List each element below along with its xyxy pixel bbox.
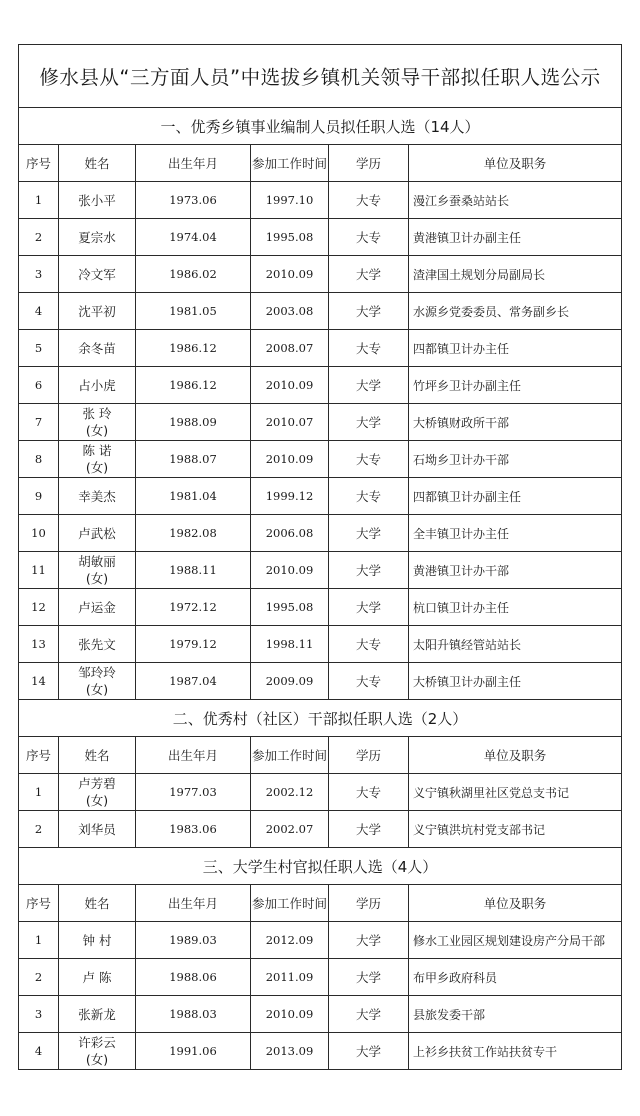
person-name: 卢运金 xyxy=(78,599,116,615)
cell-unit-position: 修水工业园区规划建设房产分局干部 xyxy=(409,922,622,959)
person-name: 陈 诺 xyxy=(82,443,112,458)
gender-note: (女) xyxy=(85,571,109,586)
cell-name xyxy=(59,663,136,700)
cell-name xyxy=(59,1033,136,1070)
cell-name xyxy=(59,293,136,330)
cell-birth: 1974.04 xyxy=(136,219,251,256)
cell-name xyxy=(59,404,136,441)
cell-unit-position: 全丰镇卫计办主任 xyxy=(409,515,622,552)
table-row xyxy=(19,219,622,256)
cell-seq: 1 xyxy=(19,182,59,219)
cell-seq: 12 xyxy=(19,589,59,626)
column-header-education: 学历 xyxy=(329,737,409,774)
cell-unit-position: 大桥镇财政所干部 xyxy=(409,404,622,441)
cell-education: 大学 xyxy=(329,293,409,330)
cell-seq: 4 xyxy=(19,1033,59,1070)
cell-work-start: 2012.09 xyxy=(251,922,329,959)
column-header-work-start: 参加工作时间 xyxy=(251,885,329,922)
person-name: 卢芳碧 xyxy=(78,776,116,791)
table-row xyxy=(19,367,622,404)
cell-unit-position: 黄港镇卫计办干部 xyxy=(409,552,622,589)
cell-name xyxy=(59,922,136,959)
cell-work-start: 1997.10 xyxy=(251,182,329,219)
column-header-unit-position: 单位及职务 xyxy=(409,737,622,774)
cell-work-start: 1995.08 xyxy=(251,589,329,626)
person-name: 余冬苗 xyxy=(78,340,116,356)
cell-work-start: 1999.12 xyxy=(251,478,329,515)
cell-unit-position: 漫江乡蚕桑站站长 xyxy=(409,182,622,219)
column-header-work-start: 参加工作时间 xyxy=(251,145,329,182)
cell-seq: 11 xyxy=(19,552,59,589)
cell-unit-position: 太阳升镇经管站站长 xyxy=(409,626,622,663)
cell-unit-position: 杭口镇卫计办主任 xyxy=(409,589,622,626)
person-name: 张先文 xyxy=(78,636,116,652)
cell-work-start: 1998.11 xyxy=(251,626,329,663)
cell-seq: 2 xyxy=(19,219,59,256)
cell-seq: 4 xyxy=(19,293,59,330)
gender-note: (女) xyxy=(85,460,109,475)
column-header-unit-position: 单位及职务 xyxy=(409,885,622,922)
cell-unit-position: 义宁镇秋湖里社区党总支书记 xyxy=(409,774,622,811)
cell-education: 大专 xyxy=(329,663,409,700)
cell-education: 大专 xyxy=(329,626,409,663)
gender-note: (女) xyxy=(85,793,109,808)
cell-unit-position: 四都镇卫计办主任 xyxy=(409,330,622,367)
table-row xyxy=(19,626,622,663)
table-row xyxy=(19,774,622,811)
gender-note: (女) xyxy=(85,423,109,438)
cell-work-start: 2003.08 xyxy=(251,293,329,330)
cell-name xyxy=(59,219,136,256)
cell-education: 大学 xyxy=(329,1033,409,1070)
cell-education: 大学 xyxy=(329,922,409,959)
cell-name xyxy=(59,478,136,515)
table-row xyxy=(19,256,622,293)
cell-education: 大学 xyxy=(329,552,409,589)
cell-education: 大学 xyxy=(329,959,409,996)
column-header-unit-position: 单位及职务 xyxy=(409,145,622,182)
person-name: 夏宗水 xyxy=(78,229,116,245)
cell-name xyxy=(59,330,136,367)
cell-unit-position: 四都镇卫计办副主任 xyxy=(409,478,622,515)
cell-seq: 2 xyxy=(19,811,59,848)
cell-education: 大专 xyxy=(329,441,409,478)
table-row xyxy=(19,182,622,219)
cell-seq: 1 xyxy=(19,774,59,811)
column-header-name: 姓名 xyxy=(59,145,136,182)
cell-birth: 1988.03 xyxy=(136,996,251,1033)
person-name: 沈平初 xyxy=(78,303,116,319)
cell-birth: 1988.07 xyxy=(136,441,251,478)
column-header-seq: 序号 xyxy=(19,145,59,182)
cell-education: 大学 xyxy=(329,996,409,1033)
column-header-row xyxy=(19,885,622,922)
cell-work-start: 2010.09 xyxy=(251,441,329,478)
cell-work-start: 2006.08 xyxy=(251,515,329,552)
cell-work-start: 2010.09 xyxy=(251,552,329,589)
column-header-seq: 序号 xyxy=(19,737,59,774)
table-row xyxy=(19,441,622,478)
table-row xyxy=(19,1033,622,1070)
cell-name xyxy=(59,774,136,811)
column-header-seq: 序号 xyxy=(19,885,59,922)
cell-unit-position: 布甲乡政府科员 xyxy=(409,959,622,996)
cell-education: 大专 xyxy=(329,478,409,515)
section-header-row xyxy=(19,848,622,885)
cell-seq: 14 xyxy=(19,663,59,700)
table-row xyxy=(19,515,622,552)
column-header-education: 学历 xyxy=(329,145,409,182)
cell-education: 大学 xyxy=(329,515,409,552)
cell-birth: 1988.06 xyxy=(136,959,251,996)
cell-work-start: 2002.12 xyxy=(251,774,329,811)
cell-education: 大学 xyxy=(329,811,409,848)
table-row xyxy=(19,330,622,367)
cell-unit-position: 渣津国土规划分局副局长 xyxy=(409,256,622,293)
person-name: 邹玲玲 xyxy=(78,665,116,680)
person-name: 卢武松 xyxy=(78,525,116,541)
cell-name xyxy=(59,552,136,589)
cell-birth: 1981.04 xyxy=(136,478,251,515)
column-header-birth: 出生年月 xyxy=(136,737,251,774)
cell-name xyxy=(59,441,136,478)
column-header-name: 姓名 xyxy=(59,737,136,774)
cell-birth: 1981.05 xyxy=(136,293,251,330)
person-name: 张 玲 xyxy=(82,406,112,421)
cell-name xyxy=(59,256,136,293)
cell-seq: 7 xyxy=(19,404,59,441)
cell-name xyxy=(59,811,136,848)
cell-education: 大学 xyxy=(329,256,409,293)
cell-work-start: 2010.09 xyxy=(251,367,329,404)
cell-name xyxy=(59,589,136,626)
person-name: 卢 陈 xyxy=(82,969,112,985)
cell-unit-position: 大桥镇卫计办副主任 xyxy=(409,663,622,700)
table-row xyxy=(19,404,622,441)
cell-name xyxy=(59,626,136,663)
cell-work-start: 2010.09 xyxy=(251,256,329,293)
cell-birth: 1989.03 xyxy=(136,922,251,959)
cell-birth: 1987.04 xyxy=(136,663,251,700)
column-header-work-start: 参加工作时间 xyxy=(251,737,329,774)
person-name: 胡敏丽 xyxy=(78,554,116,569)
cell-seq: 3 xyxy=(19,256,59,293)
cell-work-start: 2010.07 xyxy=(251,404,329,441)
cell-unit-position: 水源乡党委委员、常务副乡长 xyxy=(409,293,622,330)
person-name: 占小虎 xyxy=(78,377,116,393)
cell-name xyxy=(59,996,136,1033)
cell-birth: 1986.12 xyxy=(136,367,251,404)
cell-unit-position: 竹坪乡卫计办副主任 xyxy=(409,367,622,404)
table-row xyxy=(19,811,622,848)
cell-work-start: 2013.09 xyxy=(251,1033,329,1070)
table-row xyxy=(19,589,622,626)
person-name: 张小平 xyxy=(78,192,116,208)
table-row xyxy=(19,663,622,700)
cell-work-start: 2010.09 xyxy=(251,996,329,1033)
gender-note: (女) xyxy=(85,682,109,697)
column-header-birth: 出生年月 xyxy=(136,145,251,182)
column-header-name: 姓名 xyxy=(59,885,136,922)
cell-seq: 10 xyxy=(19,515,59,552)
cell-name xyxy=(59,182,136,219)
cell-name xyxy=(59,959,136,996)
cell-seq: 13 xyxy=(19,626,59,663)
cell-birth: 1983.06 xyxy=(136,811,251,848)
table-row xyxy=(19,293,622,330)
gender-note: (女) xyxy=(85,1052,109,1067)
cell-education: 大学 xyxy=(329,367,409,404)
person-name: 冷文军 xyxy=(78,266,116,282)
cell-work-start: 1995.08 xyxy=(251,219,329,256)
cell-birth: 1988.09 xyxy=(136,404,251,441)
cell-unit-position: 石坳乡卫计办干部 xyxy=(409,441,622,478)
cell-seq: 8 xyxy=(19,441,59,478)
announcement-sheet xyxy=(18,44,621,1070)
cell-birth: 1979.12 xyxy=(136,626,251,663)
section-title: 一、优秀乡镇事业编制人员拟任职人选（14人） xyxy=(19,108,622,145)
table-row xyxy=(19,922,622,959)
cell-education: 大专 xyxy=(329,774,409,811)
cell-education: 大学 xyxy=(329,589,409,626)
table-row xyxy=(19,552,622,589)
cell-education: 大学 xyxy=(329,404,409,441)
cell-seq: 9 xyxy=(19,478,59,515)
person-name: 幸美杰 xyxy=(78,488,116,504)
section-header-row xyxy=(19,108,622,145)
table-row xyxy=(19,478,622,515)
column-header-education: 学历 xyxy=(329,885,409,922)
section-title: 三、大学生村官拟任职人选（4人） xyxy=(19,848,622,885)
person-name: 张新龙 xyxy=(78,1006,116,1022)
cell-unit-position: 上衫乡扶贫工作站扶贫专干 xyxy=(409,1033,622,1070)
cell-birth: 1986.12 xyxy=(136,330,251,367)
cell-birth: 1991.06 xyxy=(136,1033,251,1070)
table-row xyxy=(19,996,622,1033)
cell-seq: 2 xyxy=(19,959,59,996)
person-name: 刘华员 xyxy=(78,821,116,837)
cell-work-start: 2002.07 xyxy=(251,811,329,848)
section-title: 二、优秀村（社区）干部拟任职人选（2人） xyxy=(19,700,622,737)
cell-seq: 1 xyxy=(19,922,59,959)
cell-unit-position: 县旅发委干部 xyxy=(409,996,622,1033)
cell-birth: 1973.06 xyxy=(136,182,251,219)
cell-education: 大专 xyxy=(329,330,409,367)
cell-education: 大专 xyxy=(329,182,409,219)
cell-seq: 3 xyxy=(19,996,59,1033)
cell-birth: 1986.02 xyxy=(136,256,251,293)
cell-work-start: 2009.09 xyxy=(251,663,329,700)
table-row xyxy=(19,959,622,996)
cell-work-start: 2008.07 xyxy=(251,330,329,367)
column-header-row xyxy=(19,145,622,182)
cell-work-start: 2011.09 xyxy=(251,959,329,996)
cell-education: 大专 xyxy=(329,219,409,256)
document-title: 修水县从“三方面人员”中选拔乡镇机关领导干部拟任职人选公示 xyxy=(19,45,622,108)
cell-seq: 6 xyxy=(19,367,59,404)
cell-seq: 5 xyxy=(19,330,59,367)
person-name: 许彩云 xyxy=(78,1035,116,1050)
column-header-row xyxy=(19,737,622,774)
cell-birth: 1972.12 xyxy=(136,589,251,626)
person-name: 钟 村 xyxy=(82,932,112,948)
cell-unit-position: 义宁镇洪坑村党支部书记 xyxy=(409,811,622,848)
cell-birth: 1977.03 xyxy=(136,774,251,811)
cell-birth: 1988.11 xyxy=(136,552,251,589)
section-header-row xyxy=(19,700,622,737)
cell-unit-position: 黄港镇卫计办副主任 xyxy=(409,219,622,256)
cell-name xyxy=(59,515,136,552)
candidate-table xyxy=(18,44,622,1070)
column-header-birth: 出生年月 xyxy=(136,885,251,922)
cell-name xyxy=(59,367,136,404)
cell-birth: 1982.08 xyxy=(136,515,251,552)
